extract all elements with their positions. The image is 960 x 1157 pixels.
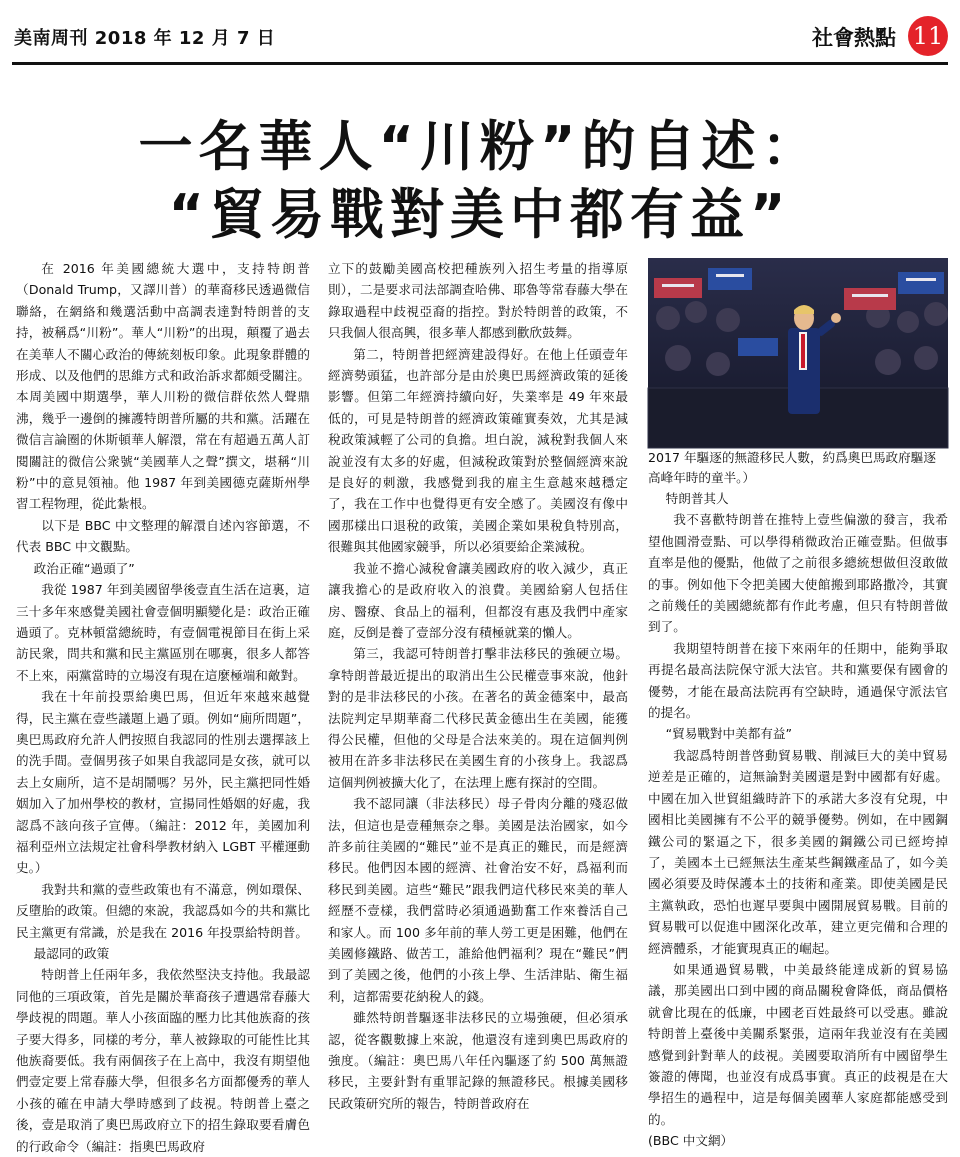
section-title: 社會熱點 <box>812 26 896 50</box>
headline-line-1: 一名華人“川粉”的自述： <box>138 115 822 178</box>
article-paragraph: 我並不擔心減稅會讓美國政府的收入減少，真正讓我擔心的是政府收入的浪費。美國給窮人包括住房、醫療、食品上的福利，但都沒有惠及我們中產家庭，反倒是養了壹部分沒有積極就業的懶人。 <box>328 560 628 640</box>
masthead <box>0 0 960 60</box>
article-paragraph: 立下的鼓勵美國高校把種族列入招生考量的指導原則），二是要求司法部調查哈佛、耶魯等常春藤大學在錄取過程中歧視亞裔的指控。對於特朗普的政策，不只我個人很高興，很多華人都感到歡欣鼓舞。 <box>328 261 628 341</box>
article-paragraph: (BBC 中文網） <box>648 1133 734 1149</box>
article-paragraph: 雖然特朗普驅逐非法移民的立場強硬，但必須承認，從客觀數據上來說，他還沒有達到奧巴馬政府的強度。（編註：奧巴馬八年任內驅逐了約 500 萬無證移民，主要針對有重罪記錄的無證移民。根據美國移民政策研究所的報告，特朗普政府在 <box>328 1010 628 1111</box>
photo-caption: 2017 年驅逐的無證移民人數，約爲奧巴馬政府驅逐高峰年時的童半。） <box>648 450 936 485</box>
section-subheading: 最認同的政策 <box>33 946 110 961</box>
trump-rally-photo-icon <box>648 258 948 448</box>
section-subheading: “貿易戰對中美都有益” <box>665 726 793 742</box>
article-paragraph: 以下是 BBC 中文整理的解澴自述內容節選，不代表 BBC 中文觀點。 <box>16 517 310 555</box>
article-paragraph: 我從 1987 年到美國留學後壹直生活在這裏，這三十多年來感覺美國社會壹個明顯變化是：政治正確過頭了。克林頓當總統時，有壹個電視節目在街上采訪民衆，問共和黨和民主黨區別在哪裏，很多人都答不上來，兩黨當時的立場沒有現在這麼極端和敵對。 <box>16 582 310 683</box>
article-column-2 <box>328 258 628 1111</box>
article-paragraph: 我對共和黨的壹些政策也有不滿意，例如環保、反墮胎的政策。但總的來說，我認爲如今的共和黨比民主黨更有常識，於是我在 2016 年投票給特朗普。 <box>16 881 310 940</box>
article-paragraph: 我在十年前投票給奧巴馬，但近年來越來越覺得，民主黨在壹些議題上過了頭。例如“廁所問題”，奧巴馬政府允許人們按照自我認同的性別去選擇該上的洗手間。壹個男孩子如果自我認同是女孩，就可以去上女廁所，這不是胡鬧嗎？另外，民主黨把同性婚姻加入了加州學校的教材，宣揚同性婚姻的好處，我認爲不該向孩子宣傳。（編註：2012 年，美國加利福利亞州立法規定社會科學教材納入 LGBT 平權運動史。） <box>16 689 310 876</box>
article-paragraph: 特朗普上任兩年多，我依然堅決支持他。我最認同他的三項政策，首先是關於華裔孩子遭遇常春藤大學歧視的問題。華人小孩面臨的壓力比其他族裔的孩子要大得多，同樣的考分，華人被錄取的可能性比其他族裔要低。我有兩個孩子在上高中，我沒有期望他們壹定要上常春藤大學，但很多名方面都優秀的華人小孩的確在申請大學時感到了歧視。特朗普上臺之後，壹是取消了奧巴馬政府立下的招生錄取要看膚色的行政命令（編註：指奧巴馬政府 <box>16 967 310 1154</box>
article-paragraph: 如果通過貿易戰，中美最終能達成新的貿易協議，那美國出口到中國的商品關稅會降低，商品價格就會比現在的低廉，中國老百姓最終可以受惠。雖說特朗普上臺後中美關系緊張，這兩年我並沒有在美國感覺到針對華人的歧視。美國要取消所有中國留學生簽證的傳聞，也並沒有成爲事實。真正的歧視是在大學招生的過程中，這是每個美國華人家庭都能感受到的。 <box>648 961 948 1127</box>
article-paragraph: 我不喜歡特朗普在推特上壹些偏激的發言，我希望他圓滑壹點、可以學得稍微政治正確壹點。但做事直率是他的優點，他做了之前很多總統想做但沒敢做的事。例如他下令把美國大使館搬到耶路撒冷，其實之前幾任的美國總統都有作此考慮，但只有特朗普做到了。 <box>648 512 948 635</box>
paper-name-date: 美南周刊 2018 年 12 月 7 日 <box>14 28 276 49</box>
article-paragraph: 在 2016 年美國總統大選中，支持特朗普（Donald Trump，又譯川普）的華裔移民透過微信聯絡，在網絡和幾選活動中高調表達對特朗普的支持，被稱爲“川粉”。華人“川粉”的出現，顛覆了過去在美華人不關心政治的傳統刻板印象。此現象群體的形成、以及他們的思維方式和政治訴求都頗受關注。本周美國中期選學，華人川粉的微信群依然人聲鼎沸，幾乎一邊倒的擁護特朗普所屬的共和黨。活躍在微信言論圈的休斯頓華人解澴，常在有超過五萬人訂閱關註的微信公衆號“美國華人之聲”撰文，堪稱“川粉”中的意見領袖。他 1987 年到美國德克薩斯州學習工程物理，從此紮根。 <box>16 261 310 512</box>
page-number-badge: 11 <box>908 16 948 56</box>
masthead-rule <box>12 62 948 65</box>
article-paragraph: 我期望特朗普在接下來兩年的任期中，能夠爭取再提名最高法院保守派大法官。共和黨要保有國會的優勢，才能在最高法院再有空缺時，通過保守派法官的提名。 <box>648 640 948 721</box>
article-column-1 <box>16 258 310 1154</box>
article-paragraph: 第三，我認可特朗普打擊非法移民的強硬立場。拿特朗普最近提出的取消出生公民權壹事來說，他針對的是非法移民的小孩。在著名的黃金德案中，最高法院判定早期華裔二代移民黃金德出生在美國，能獲得公民權，但他的父母是合法來美的。現在這個判例被用在許多非法移民在美國生育的小孩身上。我認爲這個判例被擴大化了，在法理上應有探討的空間。 <box>328 646 628 790</box>
section-subheading: 特朗普其人 <box>665 491 729 506</box>
article-paragraph: 我不認同讓（非法移民）母子骨肉分離的殘忍做法，但這也是壹種無奈之舉。美國是法治國家，如今許多前往美國的“難民”並不是真正的難民，而是經濟移民。他們因本國的經濟、社會治安不好，爲福利而移民到美國。這些“難民”跟我們這代移民來美的華人經歷不壹樣，我們當時必須通過勤奮工作來養活自己和家人。而 100 多年前的華人勞工更是困難，他們在美國修鐵路、做苦工，誰給他們福利？現在“難民”們到了美國之後，他們的小孩上學、生活津貼、衛生福利，這都需要花納稅人的錢。 <box>328 796 628 1004</box>
article-column-3 <box>648 488 948 1149</box>
article-paragraph: 第二，特朗普把經濟建設得好。在他上任頭壹年經濟勢頭猛，也許部分是由於奧巴馬經濟政策的延後影響。但第二年經濟持續向好，失業率是 49 年來最低的，可見是特朗普的經濟政策確實奏效，尤其是減稅政策減輕了公司的負擔。坦白說，減稅對我個人來說並沒有太多的好處，但減稅政策對於整個經濟來說是良好的刺激，我感覺到我的雇主生意越來越穩定了，我在工作中也覺得更有安全感了。美國沒有像中國那樣出口退稅的政策，美國企業如果稅負特別高，很難與其他國家競爭，所以必須要給企業減稅。 <box>328 346 628 555</box>
article-paragraph: 我認爲特朗普啓動貿易戰、削減巨大的美中貿易逆差是正確的，這無論對美國還是對中國都有好處。中國在加入世貿組織時許下的承諾大多沒有兌現，中國相比美國擁有不公平的競爭優勢。例如，在中國鋼鐵公司的緊逼之下，很多美國的鋼鐵公司已經垮掉了，美國本土已經無法生產某些鋼鐵產品了，如今美國必須要及時保護本土的技術和產業。即使美國是民主黨執政，恐怕也遲早要與中國開展貿易戰。目前的貿易戰可以促進中國深化改革，建立更完備和合理的經濟體系，才能實現真正的崛起。 <box>648 747 948 956</box>
headline-line-2: “貿易戰對美中都有益” <box>168 183 792 246</box>
section-subheading: 政治正確“過頭了” <box>33 560 135 576</box>
